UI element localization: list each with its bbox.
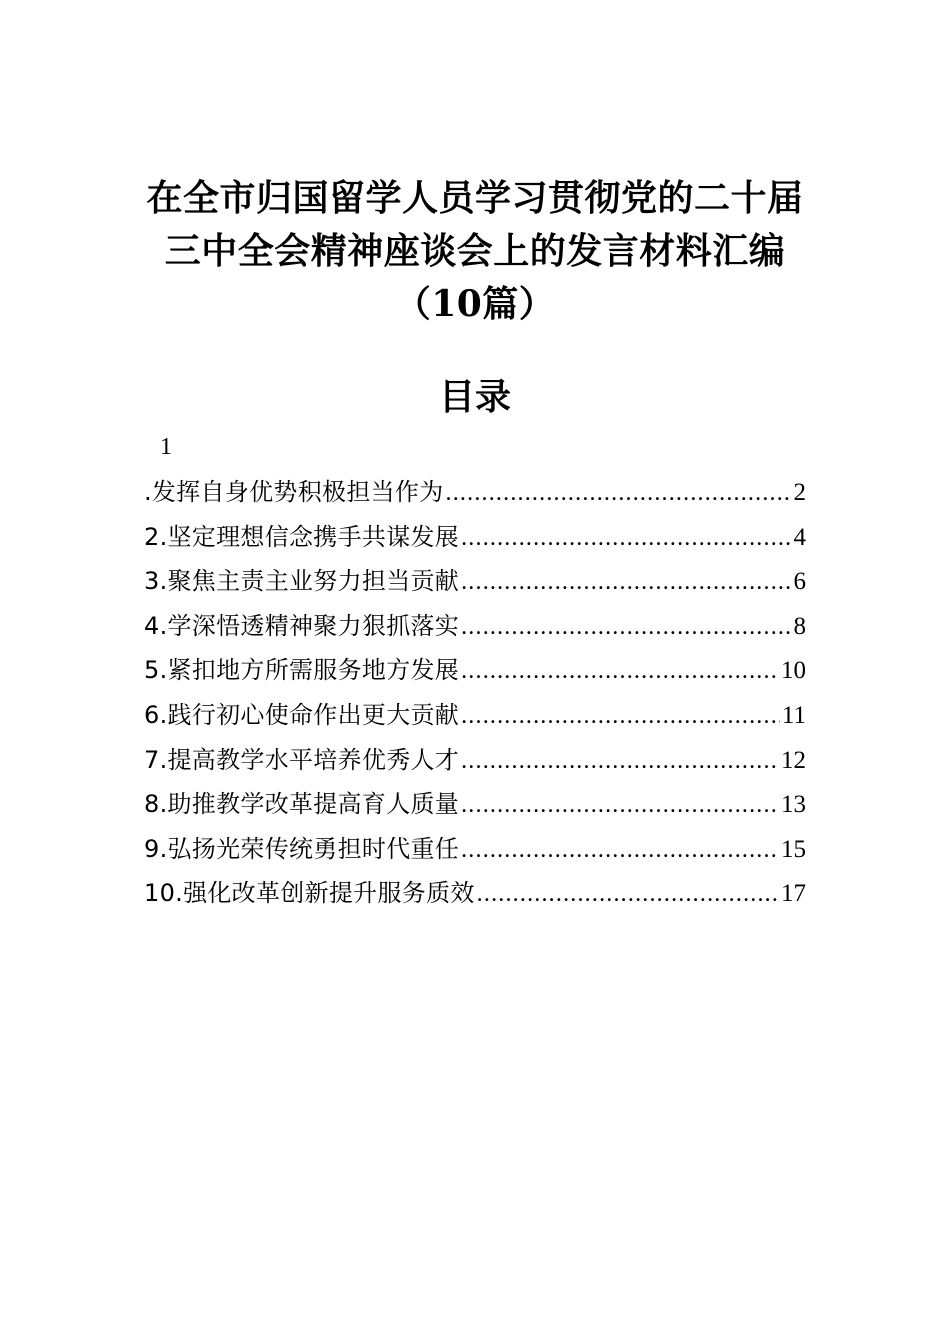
toc-entry[interactable] (144, 559, 806, 604)
toc-entry-label: 10.强化改革创新提升服务质效 (144, 879, 475, 908)
toc-dot-leader (461, 649, 779, 693)
toc-entry-page: 15 (781, 835, 806, 863)
toc-entry-label: 4.学深悟透精神聚力狠抓落实 (144, 611, 460, 640)
toc-entry-page: 4 (793, 523, 806, 551)
toc-entry-page: 8 (793, 612, 806, 640)
document-title (100, 172, 850, 331)
toc-stray-number: 1 (160, 434, 172, 460)
toc-entry[interactable] (144, 871, 806, 916)
toc-dot-leader (461, 828, 779, 872)
toc-dot-leader (461, 605, 791, 649)
toc-entry[interactable] (144, 470, 806, 515)
toc-dot-leader (446, 471, 792, 515)
title-line-3: （10篇） (394, 283, 556, 325)
table-of-contents (144, 470, 806, 916)
toc-dot-leader (461, 516, 791, 560)
toc-entry[interactable] (144, 648, 806, 693)
toc-entry-page: 2 (793, 479, 806, 506)
toc-entry-label: 3.聚焦主责主业努力担当贡献 (144, 567, 460, 596)
toc-entry-label: .发挥自身优势积极担当作为 (144, 478, 444, 506)
toc-entry[interactable] (144, 693, 806, 738)
title-line-2: 三中全会精神座谈会上的发言材料汇编 (164, 230, 786, 272)
toc-entry[interactable] (144, 827, 806, 872)
title-line-1: 在全市归国留学人员学习贯彻党的二十届 (146, 177, 804, 219)
toc-entry-label: 6.践行初心使命作出更大贡献 (144, 700, 460, 729)
toc-dot-leader (461, 560, 791, 604)
toc-entry-label: 8.助推教学改革提高育人质量 (144, 790, 460, 819)
toc-entry-label: 9.弘扬光荣传统勇担时代重任 (144, 834, 460, 863)
toc-entry[interactable] (144, 738, 806, 783)
toc-entry[interactable] (144, 604, 806, 649)
toc-entry-page: 12 (781, 746, 806, 774)
toc-entry-page: 6 (793, 568, 806, 596)
toc-dot-leader (477, 872, 779, 916)
toc-entry[interactable] (144, 515, 806, 560)
toc-entry-label: 5.紧扣地方所需服务地方发展 (144, 656, 460, 685)
toc-entry-label: 7.提高教学水平培养优秀人才 (144, 745, 460, 774)
toc-heading: 目录 (438, 376, 511, 418)
toc-dot-leader (461, 739, 779, 783)
toc-entry-page: 10 (781, 657, 806, 685)
toc-entry[interactable] (144, 782, 806, 827)
toc-dot-leader (461, 783, 779, 827)
toc-entry-page: 13 (781, 791, 806, 819)
toc-entry-label: 2.坚定理想信念携手共谋发展 (144, 522, 460, 551)
toc-entry-page: 11 (781, 701, 806, 729)
toc-dot-leader (461, 694, 780, 738)
toc-entry-page: 17 (781, 880, 806, 908)
